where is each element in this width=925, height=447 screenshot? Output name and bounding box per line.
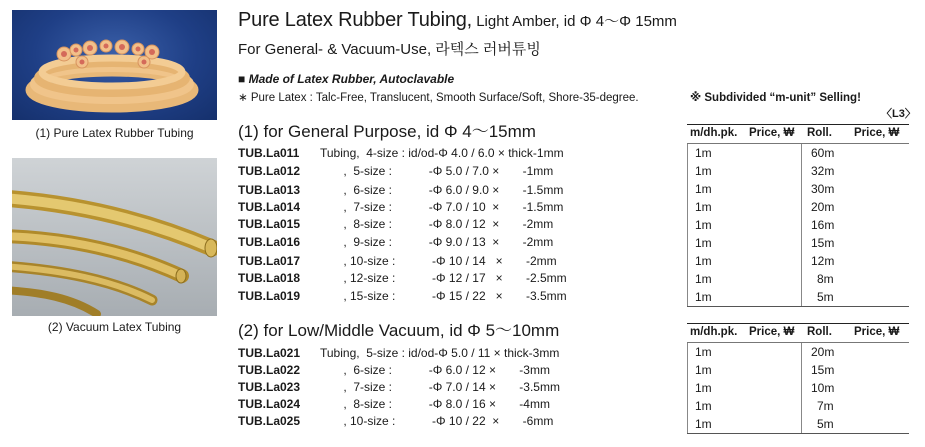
roll-length: 7m — [817, 399, 834, 413]
price-table-vacuum — [687, 323, 909, 434]
photo-vacuum-latex-tubing — [12, 158, 217, 316]
product-code: TUB.La025 — [238, 414, 301, 428]
roll-length: 60m — [811, 146, 835, 160]
product-spec: , 10-size : -Φ 10 / 14 × -2mm — [320, 254, 557, 268]
product-spec: , 12-size : -Φ 12 / 17 × -2.5mm — [320, 271, 567, 285]
price-row — [687, 379, 909, 397]
product-code: TUB.La024 — [238, 397, 301, 411]
photo-caption-2: (2) Vacuum Latex Tubing — [47, 320, 182, 334]
photo-pure-latex-tubing — [12, 10, 217, 120]
roll-length: 15m — [811, 236, 835, 250]
price-table-general — [687, 124, 909, 307]
roll-length: 30m — [811, 182, 835, 196]
unit-qty: 1m — [695, 254, 712, 268]
price-row — [687, 361, 909, 379]
price-row — [687, 144, 909, 162]
product-spec: Tubing, 4-size : id/od-Φ 4.0 / 6.0 × thick-1mm — [320, 146, 564, 160]
roll-length: 32m — [811, 164, 835, 178]
vacuum-tubing-illustration — [12, 158, 217, 316]
product-title — [238, 9, 677, 32]
roll-length: 10m — [811, 381, 835, 395]
feature-note: ■ Made of Latex Rubber, Autoclavable — [238, 72, 455, 86]
product-code: TUB.La015 — [238, 217, 301, 231]
section-heading-vacuum: (2) for Low/Middle Vacuum, id Φ 5～10mm — [238, 321, 560, 340]
product-code: TUB.La013 — [238, 183, 301, 197]
roll-length: 20m — [811, 200, 835, 214]
selling-note: ※ Subdivided “m-unit” Selling! — [690, 92, 861, 104]
header-price-unit: Price, ₩ — [749, 326, 795, 338]
unit-qty: 1m — [695, 381, 712, 395]
product-code: TUB.La019 — [238, 289, 301, 303]
header-roll: Roll. — [807, 127, 832, 139]
product-spec: , 7-size : -Φ 7.0 / 10 × -1.5mm — [320, 200, 564, 214]
product-code: TUB.La011 — [238, 146, 300, 160]
header-price-roll: Price, ₩ — [854, 127, 900, 139]
unit-qty: 1m — [695, 164, 712, 178]
header-unit: m/dh.pk. — [690, 127, 738, 139]
header-price-roll: Price, ₩ — [854, 326, 900, 338]
price-row — [687, 288, 909, 306]
unit-qty: 1m — [695, 182, 712, 196]
product-title-main: Pure Latex Rubber Tubing, — [238, 9, 473, 31]
unit-qty: 1m — [695, 218, 712, 232]
product-code: TUB.La021 — [238, 346, 301, 360]
product-code: TUB.La023 — [238, 380, 301, 394]
price-table-header — [687, 323, 909, 343]
price-row — [687, 415, 909, 433]
product-spec: , 8-size : -Φ 8.0 / 12 × -2mm — [320, 217, 554, 231]
product-spec: , 6-size : -Φ 6.0 / 9.0 × -1.5mm — [320, 183, 564, 197]
price-row — [687, 162, 909, 180]
product-code: TUB.La017 — [238, 254, 301, 268]
price-row — [687, 397, 909, 415]
header-roll: Roll. — [807, 326, 832, 338]
price-table-body — [687, 343, 909, 434]
table-reference: 〈L3〉 — [881, 108, 916, 120]
detail-note: ∗ Pure Latex : Talc-Free, Translucent, Smooth Surface/Soft, Shore-35-degree. — [238, 92, 639, 104]
roll-length: 15m — [811, 363, 835, 377]
product-spec: , 6-size : -Φ 6.0 / 12 × -3mm — [320, 363, 550, 377]
product-spec: Tubing, 5-size : id/od-Φ 5.0 / 11 × thick-3mm — [320, 346, 560, 360]
price-row — [687, 343, 909, 361]
product-code: TUB.La018 — [238, 271, 301, 285]
unit-qty: 1m — [695, 272, 712, 286]
roll-length: 8m — [817, 272, 834, 286]
product-spec: , 9-size : -Φ 9.0 / 13 × -2mm — [320, 235, 554, 249]
product-spec: , 7-size : -Φ 7.0 / 14 × -3.5mm — [320, 380, 560, 394]
unit-qty: 1m — [695, 417, 712, 431]
product-spec: , 5-size : -Φ 5.0 / 7.0 × -1mm — [320, 164, 554, 178]
roll-length: 16m — [811, 218, 835, 232]
price-table-header — [687, 124, 909, 144]
price-table-body — [687, 144, 909, 307]
price-row — [687, 252, 909, 270]
section-heading-general: (1) for General Purpose, id Φ 4～15mm — [238, 122, 536, 141]
product-code: TUB.La022 — [238, 363, 301, 377]
product-subtitle: For General- & Vacuum-Use, 라텍스 러버튜빙 — [238, 41, 541, 58]
product-code: TUB.La016 — [238, 235, 301, 249]
roll-length: 5m — [817, 290, 834, 304]
unit-qty: 1m — [695, 363, 712, 377]
price-row — [687, 198, 909, 216]
unit-qty: 1m — [695, 290, 712, 304]
product-title-sub: Light Amber, id Φ 4～Φ 15mm — [472, 13, 677, 30]
tubing-coil-illustration — [12, 10, 217, 120]
unit-qty: 1m — [695, 200, 712, 214]
product-code: TUB.La012 — [238, 164, 301, 178]
product-spec: , 15-size : -Φ 15 / 22 × -3.5mm — [320, 289, 567, 303]
price-row — [687, 234, 909, 252]
roll-length: 12m — [811, 254, 835, 268]
product-spec: , 10-size : -Φ 10 / 22 × -6mm — [320, 414, 554, 428]
header-price-unit: Price, ₩ — [749, 127, 795, 139]
price-row — [687, 270, 909, 288]
unit-qty: 1m — [695, 236, 712, 250]
unit-qty: 1m — [695, 345, 712, 359]
header-unit: m/dh.pk. — [690, 326, 738, 338]
price-row — [687, 180, 909, 198]
unit-qty: 1m — [695, 146, 712, 160]
roll-length: 20m — [811, 345, 835, 359]
photo-caption-1: (1) Pure Latex Rubber Tubing — [35, 126, 194, 140]
unit-qty: 1m — [695, 399, 712, 413]
product-spec: , 8-size : -Φ 8.0 / 16 × -4mm — [320, 397, 550, 411]
product-code: TUB.La014 — [238, 200, 301, 214]
roll-length: 5m — [817, 417, 834, 431]
price-row — [687, 216, 909, 234]
